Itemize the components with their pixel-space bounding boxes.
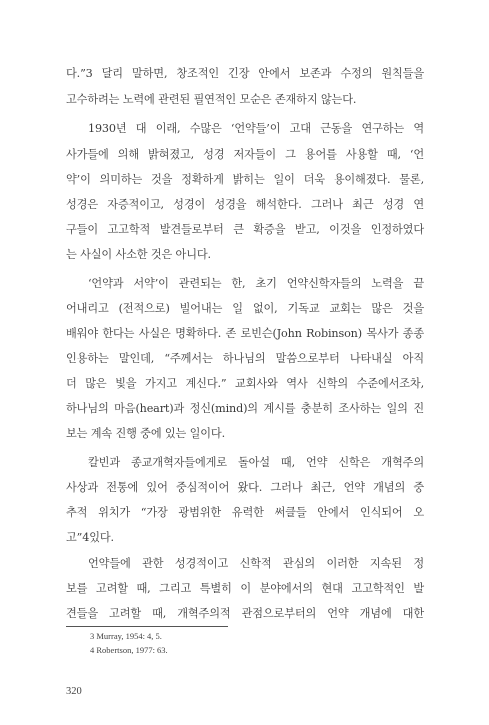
body-line: 보를 고려할 때, 그리고 특별히 이 분야에서의 현대 고고학적인 발 — [66, 582, 424, 595]
body-line: 1930년 대 이래, 수많은 ‘언약들’이 고대 근동을 연구하는 역 — [88, 122, 424, 135]
body-line: 사가들에 의해 밝혀졌고, 성경 저자들이 그 용어를 사용할 때, ‘언 — [66, 148, 424, 161]
body-line: 약’이 의미하는 것을 정확하게 밝히는 일이 더욱 용이해졌다. 물론, — [66, 173, 424, 186]
body-line: 보는 계속 진행 중에 있는 일이다. — [66, 427, 225, 440]
footnote-divider — [66, 626, 228, 627]
body-line: 구들이 고고학적 발견들로부터 큰 확증을 받고, 이것을 인정하였다 — [66, 223, 424, 236]
body-line: 사상과 전통에 있어 중심적이어 왔다. 그러나 최근, 언약 개념의 중 — [66, 481, 424, 494]
body-line: 추적 위치가 “가장 광범위한 유력한 써클들 안에서 인식되어 오 — [66, 506, 424, 519]
body-line: 견들을 고려할 때, 개혁주의적 관점으로부터의 언약 개념에 대한 — [66, 607, 424, 620]
footnote-4: 4 Robertson, 1977: 63. — [90, 645, 168, 655]
body-line: ‘언약과 서약’이 관련되는 한, 초기 언약신학자들의 노력을 끝 — [88, 277, 424, 290]
body-line: 언약들에 관한 성경적이고 신학적 관심의 이러한 지속된 정 — [88, 557, 424, 570]
body-line: 배워야 한다는 사실은 명확하다. 존 로빈슨(John Robinson) 목사가 종종 — [66, 327, 424, 340]
body-line: 고수하려는 노력에 관련된 필연적인 모순은 존재하지 않는다. — [66, 93, 357, 106]
page-number: 320 — [66, 686, 82, 697]
body-line: 고”4있다. — [66, 531, 114, 544]
body-line: 칼빈과 종교개혁자들에게로 돌아설 때, 언약 신학은 개혁주의 — [88, 456, 424, 469]
body-line: 더 많은 빛을 가지고 계신다.” 교회사와 역사 신학의 수준에서조차, — [66, 377, 424, 390]
body-line: 성경은 자증적이고, 성경이 성경을 해석한다. 그러나 최근 성경 연 — [66, 198, 424, 211]
body-line: 어내리고 (전적으로) 빌어내는 일 없이, 기독교 교회는 많은 것을 — [66, 302, 424, 315]
footnote-3: 3 Murray, 1954: 4, 5. — [90, 631, 162, 641]
body-line: 는 사실이 사소한 것은 아니다. — [66, 248, 211, 261]
body-line: 다.”3 달리 말하면, 창조적인 긴장 안에서 보존과 수정의 원칙들을 — [66, 67, 424, 80]
body-line: 하나님의 마음(heart)과 정신(mind)의 계시를 충분히 조사하는 일의 진 — [66, 402, 424, 415]
body-line: 인용하는 말인데, “주께서는 하나님의 말씀으로부터 나타내실 아직 — [66, 352, 424, 365]
